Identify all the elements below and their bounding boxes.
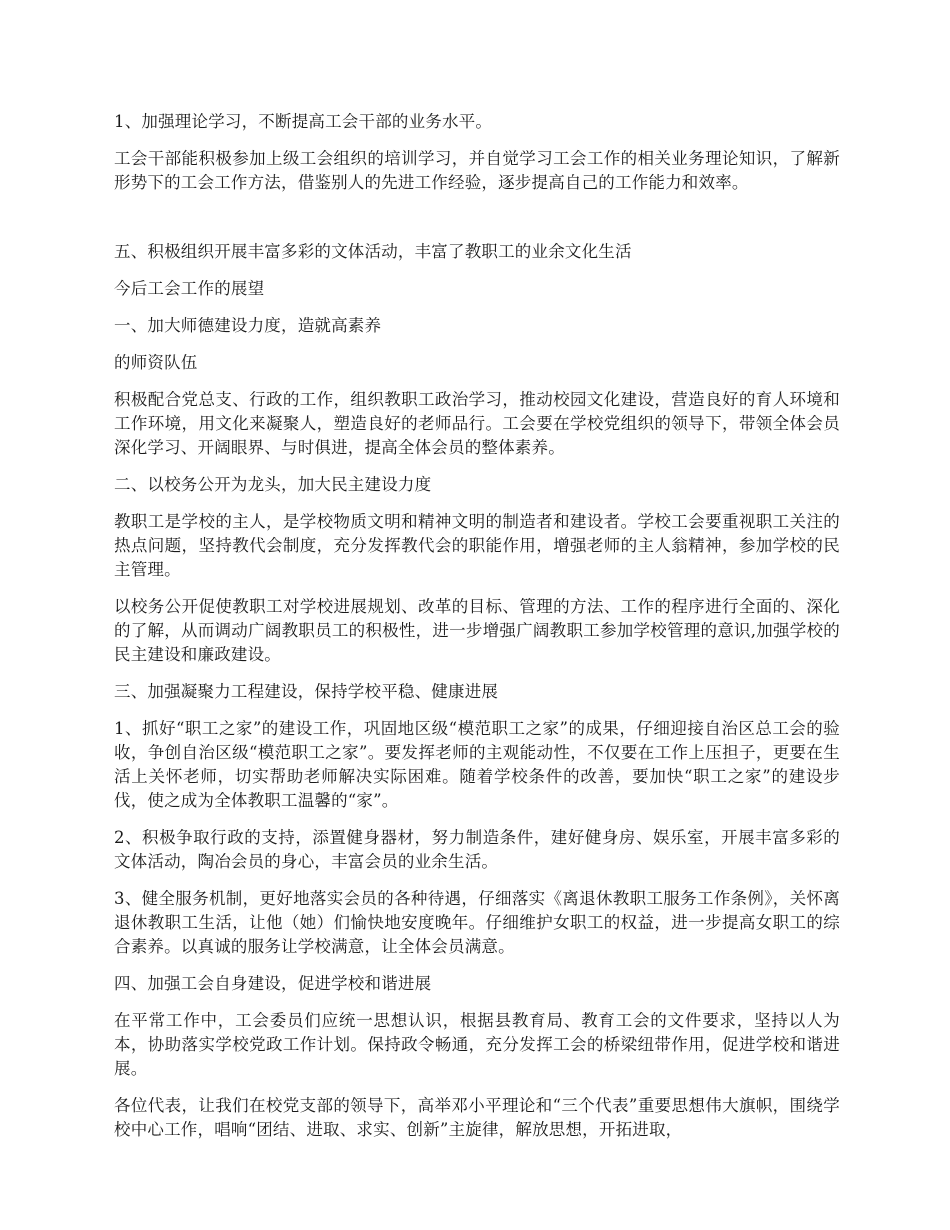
paragraph-fitness: 2、积极争取行政的支持，添置健身器材，努力制造条件，建好健身房、娱乐室，开展丰富多彩的文体活动，陶冶会员的身心，丰富会员的业余生活。 [114,828,840,871]
paragraph-ethics: 积极配合党总支、行政的工作，组织教职工政治学习，推动校园文化建设，营造良好的育人环境和工作环境，用文化来凝聚人，塑造良好的老师品行。工会要在学校党组织的领导下，带领全体会员深化学习、开阔眼界、与时俱进，提高全体会员的整体素养。 [114,390,840,457]
heading-outlook: 今后工会工作的展望 [114,279,265,298]
heading-section-one: 一、加大师德建设力度，造就高素养 [114,316,382,335]
heading-section-two: 二、以校务公开为龙头，加大民主建设力度 [114,475,432,494]
paragraph-affairs-open: 以校务公开促使教职工对学校进展规划、改革的目标、管理的方法、工作的程序进行全面的、深化的了解，从而调动广阔教职员工的积极性，进一步增强广阔教职工参加学校管理的意识,加强学校的民主建设和廉政建设。 [114,597,840,664]
document-page [114,110,840,1142]
heading-section-four: 四、加强工会自身建设，促进学校和谐进展 [114,974,432,993]
heading-section-five: 五、积极组织开展丰富多彩的文体活动，丰富了教职工的业余文化生活 [114,242,632,261]
paragraph-daily-work: 在平常工作中，工会委员们应统一思想认识，根据县教育局、教育工会的文件要求，坚持以人为本，协助落实学校党政工作计划。保持政令畅通，充分发挥工会的桥梁纽带作用，促进学校和谐进展。 [114,1011,840,1078]
paragraph-staff-masters: 教职工是学校的主人，是学校物质文明和精神文明的制造者和建设者。学校工会要重视职工关注的热点问题，坚持教代会制度，充分发挥教代会的职能作用，增强老师的主人翁精神，参加学校的民主管理。 [114,512,840,579]
paragraph-staff-home: 1、抓好“职工之家”的建设工作，巩固地区级“模范职工之家”的成果，仔细迎接自治区总工会的验收，争创自治区级“模范职工之家”。要发挥老师的主观能动性，不仅要在工作上压担子，更要在生活上关怀老师，切实帮助老师解决实际困难。随着学校条件的改善，要加快“职工之家”的建设步伐，使之成为全体教职工温馨的“家”。 [114,719,840,810]
paragraph-training-study: 工会干部能积极参加上级工会组织的培训学习，并自觉学习工会工作的相关业务理论知识，了解新形势下的工会工作方法，借鉴别人的先进工作经验，逐步提高自己的工作能力和效率。 [114,149,840,192]
heading-strengthen-theory: 1、加强理论学习，不断提高工会干部的业务水平。 [114,112,493,131]
paragraph-service: 3、健全服务机制，更好地落实会员的各种待遇，仔细落实《离退休教职工服务工作条例》，关怀离退休教职工生活，让他（她）们愉快地安度晚年。仔细维护女职工的权益，进一步提高女职工的综合素养。以真诚的服务让学校满意，让全体会员满意。 [114,889,840,956]
heading-section-three: 三、加强凝聚力工程建设，保持学校平稳、健康进展 [114,682,499,701]
heading-section-one-cont: 的师资队伍 [114,353,198,372]
paragraph-closing: 各位代表，让我们在校党支部的领导下，高举邓小平理论和“三个代表”重要思想伟大旗帜，围绕学校中心工作，唱响“团结、进取、求实、创新”主旋律，解放思想，开拓进取， [114,1096,840,1139]
